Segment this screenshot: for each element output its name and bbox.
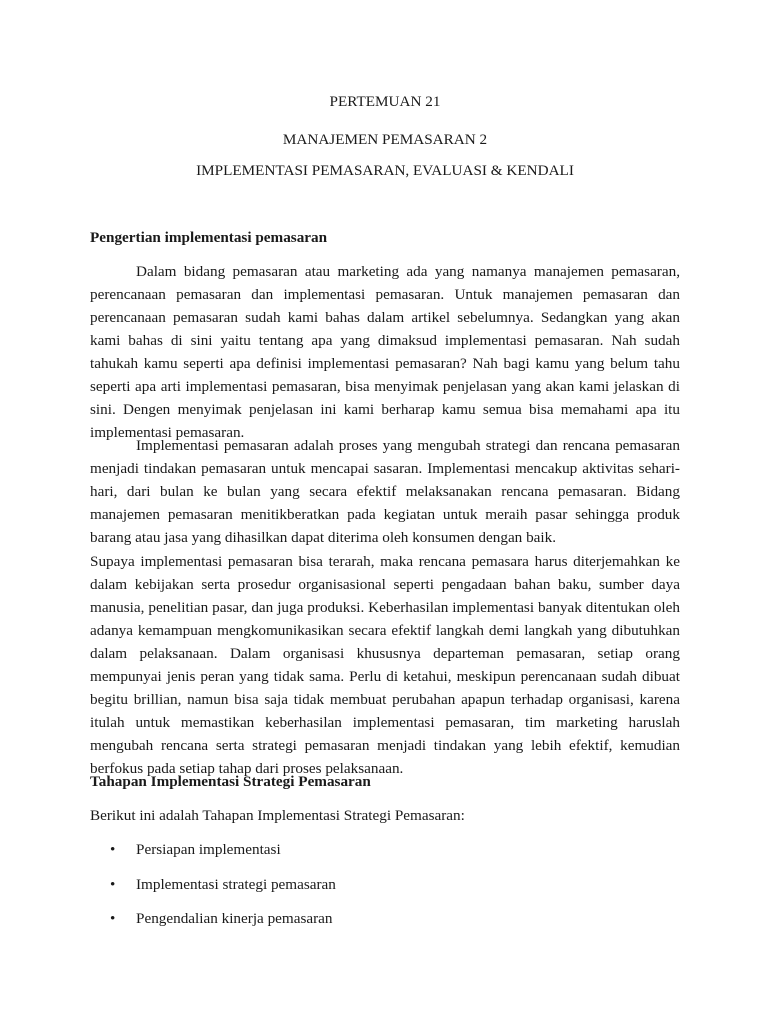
paragraph-3: Supaya implementasi pemasaran bisa terarah, maka rencana pemasara harus diterjemahkan ke dalam kebijakan serta prosedur organisasional seperti pengadaan bahan baku, sumber daya manusia, penelitian pasar, dan juga produksi. Keberhasilan implementasi banyak ditentukan oleh adanya kemampuan mengkomunikasikan secara efektif langkah demi langkah yang dibutuhkan dalam pelaksanaan. Dalam organisasi khususnya departeman pemasaran, setiap orang mempunyai jenis peran yang tidak sama. Perlu di ketahui, meskipun perencanaan sudah dibuat begitu brillian, namun bisa saja tidak membuat perubahan apapun terhadap organisasi, karena itulah untuk memastikan keberhasilan implementasi pemasaran, tim marketing haruslah mengubah rencana serta strategi pemasaran menjadi tindakan yang lebih efektif, kemudian berfokus pada setiap tahap dari proses pelaksanaan. [90, 553, 680, 777]
list-item-text: Implementasi strategi pemasaran [136, 876, 336, 893]
stages-intro: Berikut ini adalah Tahapan Implementasi Strategi Pemasaran: [90, 807, 465, 824]
section-heading-definition: Pengertian implementasi pemasaran [90, 229, 328, 246]
paragraph-1: Dalam bidang pemasaran atau marketing ada yang namanya manajemen pemasaran, perencanaan pemasaran dan implementasi pemasaran. Untuk manajemen pemasaran dan perencanaan pemasaran sudah kami bahas dalam artikel sebelumnya. Sedangkan yang akan kami bahas di sini yaitu tentang apa yang dimaksud implementasi pemasaran. Nah sudah tahukah kamu seperti apa definisi implementasi pemasaran? Nah bagi kamu yang belum tahu seperti apa arti implementasi pemasaran, bisa menyimak penjelasan yang akan kami jelaskan di sini. Dengen menyimak penjelasan ini kami berharap kamu semua bisa memahami apa itu implementasi pemasaran. [90, 263, 680, 441]
list-item-text: Persiapan implementasi [136, 841, 281, 858]
course-title: MANAJEMEN PEMASARAN 2 [282, 131, 488, 148]
section-heading-stages: Tahapan Implementasi Strategi Pemasaran [90, 773, 371, 790]
document-title: IMPLEMENTASI PEMASARAN, EVALUASI & KENDALI [196, 162, 574, 179]
bullet-icon: • [110, 876, 116, 893]
list-item [110, 909, 670, 929]
list-item [110, 875, 670, 895]
paragraph-2: Implementasi pemasaran adalah proses yang mengubah strategi dan rencana pemasaran menjadi tindakan pemasaran untuk mencapai sasaran. Implementasi mencakup aktivitas sehari-hari, dari bulan ke bulan yang secara efektif melaksanakan rencana pemasaran. Bidang manajemen pemasaran menitikberatkan pada kegiatan untuk meraih pasar sehingga produk barang atau jasa yang dihasilkan dapat diterima oleh konsumen dengan baik. [90, 437, 680, 546]
bullet-icon: • [110, 910, 116, 927]
bullet-icon: • [110, 841, 116, 858]
list-item-text: Pengendalian kinerja pemasaran [136, 910, 333, 927]
list-item [110, 840, 670, 860]
meeting-number: PERTEMUAN 21 [329, 93, 441, 110]
